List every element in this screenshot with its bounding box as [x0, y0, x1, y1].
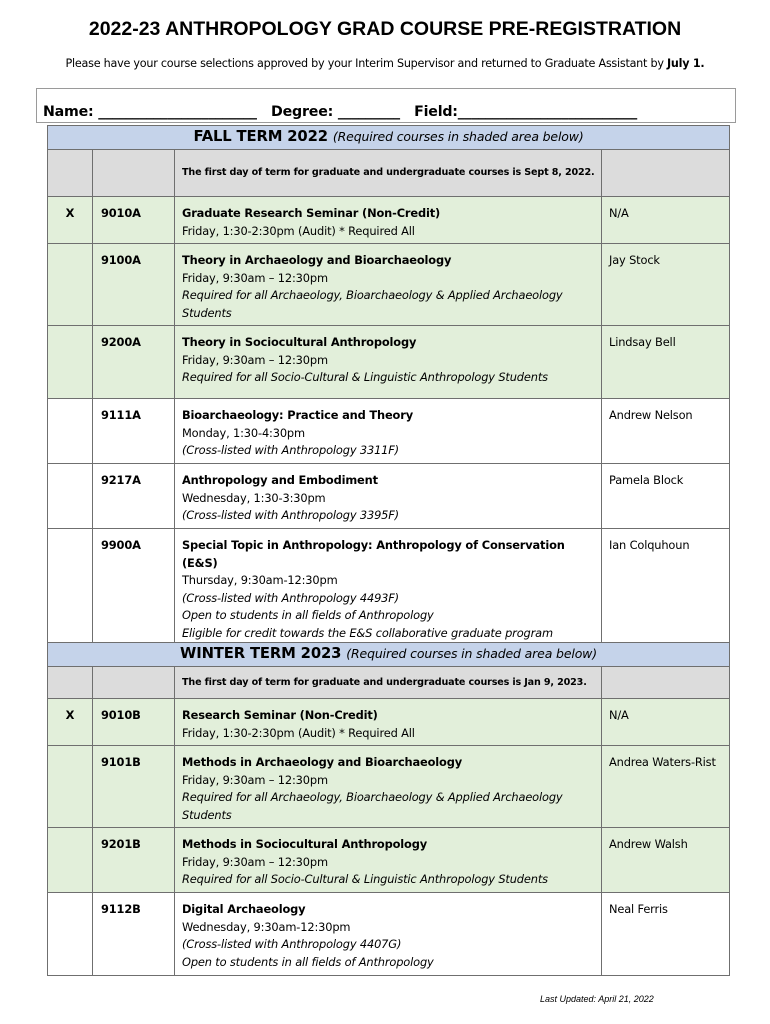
course-code: 9900A — [93, 529, 175, 643]
course-row — [48, 529, 730, 643]
course-instructor: Neal Ferris — [602, 893, 730, 976]
course-code: 9010B — [93, 699, 175, 746]
selection-mark[interactable]: X — [48, 197, 93, 244]
course-description — [175, 699, 602, 746]
term-heading-text: FALL TERM 2022 — [193, 128, 328, 145]
course-title: Bioarchaeology: Practice and Theory — [182, 408, 413, 422]
winter-term-header-row — [48, 643, 730, 667]
course-table — [47, 125, 730, 976]
course-code: 9111A — [93, 399, 175, 464]
course-detail-line: Friday, 1:30-2:30pm (Audit) * Required All — [182, 223, 415, 238]
course-row — [48, 746, 730, 828]
course-description — [175, 464, 602, 529]
course-instructor: Lindsay Bell — [602, 326, 730, 399]
fall-term-header-row — [48, 126, 730, 150]
selection-mark[interactable] — [48, 529, 93, 643]
instructions — [0, 57, 770, 70]
course-detail-line: Required for all Archaeology, Bioarchaeology & Applied Archaeology Students — [182, 288, 563, 320]
course-code: 9112B — [93, 893, 175, 976]
course-detail-line: Friday, 1:30-2:30pm (Audit) * Required All — [182, 725, 415, 740]
course-detail-line: Friday, 9:30am – 12:30pm — [182, 352, 328, 367]
course-row — [48, 399, 730, 464]
selection-mark[interactable] — [48, 244, 93, 326]
selection-mark[interactable] — [48, 893, 93, 976]
course-instructor: Pamela Block — [602, 464, 730, 529]
course-description — [175, 746, 602, 828]
course-detail-line: Friday, 9:30am – 12:30pm — [182, 854, 328, 869]
selection-mark[interactable] — [48, 326, 93, 399]
course-detail-line: Wednesday, 9:30am-12:30pm — [182, 919, 351, 934]
term-start-date: The first day of term for graduate and undergraduate courses is Sept 8, 2022. — [175, 150, 602, 197]
course-detail-line: Thursday, 9:30am-12:30pm — [182, 573, 338, 587]
course-row — [48, 893, 730, 976]
student-info-box — [36, 88, 736, 123]
course-title: Research Seminar (Non-Credit) — [182, 708, 378, 722]
deadline: July 1. — [667, 57, 705, 70]
course-description — [175, 399, 602, 464]
course-detail-line: Required for all Archaeology, Bioarchaeology & Applied Archaeology Students — [182, 790, 563, 822]
info-cell-empty — [602, 667, 730, 699]
course-instructor: Jay Stock — [602, 244, 730, 326]
info-cell-empty — [48, 150, 93, 197]
course-instructor: Andrea Waters-Rist — [602, 746, 730, 828]
course-title: Theory in Sociocultural Anthropology — [182, 335, 417, 349]
course-detail-line: Eligible for credit towards the E&S collaborative graduate program — [182, 625, 553, 640]
course-instructor: N/A — [602, 197, 730, 244]
selection-mark[interactable] — [48, 464, 93, 529]
info-cell-empty — [93, 150, 175, 197]
winter-info-row — [48, 667, 730, 699]
course-detail-line: Wednesday, 1:30-3:30pm — [182, 490, 326, 505]
term-start-date: The first day of term for graduate and undergraduate courses is Jan 9, 2023. — [175, 667, 602, 699]
course-row — [48, 464, 730, 529]
course-code: 9217A — [93, 464, 175, 529]
course-row — [48, 326, 730, 399]
selection-mark[interactable] — [48, 828, 93, 893]
course-instructor: N/A — [602, 699, 730, 746]
course-row — [48, 244, 730, 326]
course-detail-line: (Cross-listed with Anthropology 4407G) — [182, 937, 402, 951]
course-title: Special Topic in Anthropology: Anthropology of Conservation (E&S) — [182, 538, 565, 570]
course-description — [175, 828, 602, 893]
student-info-line: Name: _______________________ Degree: _________ Field:__________________________ — [43, 104, 638, 120]
course-row — [48, 699, 730, 746]
course-description — [175, 529, 602, 643]
course-description — [175, 326, 602, 399]
instructions-text: Please have your course selections approved by your Interim Supervisor and returned to Graduate Assistant by — [65, 57, 667, 70]
course-detail-line: (Cross-listed with Anthropology 4493F) — [182, 590, 399, 605]
course-instructor: Andrew Walsh — [602, 828, 730, 893]
term-heading-text: WINTER TERM 2023 — [180, 645, 342, 662]
fall-term-heading — [48, 126, 730, 150]
course-code: 9100A — [93, 244, 175, 326]
selection-mark[interactable] — [48, 399, 93, 464]
selection-mark[interactable] — [48, 746, 93, 828]
course-code: 9101B — [93, 746, 175, 828]
course-code: 9010A — [93, 197, 175, 244]
course-instructor: Andrew Nelson — [602, 399, 730, 464]
selection-mark[interactable]: X — [48, 699, 93, 746]
course-detail-line: (Cross-listed with Anthropology 3395F) — [182, 508, 399, 522]
course-description — [175, 893, 602, 976]
page-title: 2022-23 ANTHROPOLOGY GRAD COURSE PRE-REGISTRATION — [88, 18, 682, 40]
course-description — [175, 197, 602, 244]
course-description — [175, 244, 602, 326]
last-updated: Last Updated: April 21, 2022 — [540, 994, 654, 1004]
term-heading-note: (Required courses in shaded area below) — [332, 129, 584, 144]
course-instructor: Ian Colquhoun — [602, 529, 730, 643]
course-detail-line: Friday, 9:30am – 12:30pm — [182, 772, 328, 787]
course-detail-line: Required for all Socio-Cultural & Linguistic Anthropology Students — [182, 370, 548, 384]
course-title: Graduate Research Seminar (Non-Credit) — [182, 206, 441, 220]
info-cell-empty — [48, 667, 93, 699]
course-title: Theory in Archaeology and Bioarchaeology — [182, 253, 452, 267]
winter-term-heading — [48, 643, 730, 667]
course-code: 9201B — [93, 828, 175, 893]
course-detail-line: (Cross-listed with Anthropology 3311F) — [182, 443, 399, 457]
course-title: Digital Archaeology — [182, 902, 306, 916]
course-title: Methods in Sociocultural Anthropology — [182, 837, 427, 851]
course-code: 9200A — [93, 326, 175, 399]
course-detail-line: Friday, 9:30am – 12:30pm — [182, 270, 328, 285]
course-detail-line: Open to students in all fields of Anthropology — [182, 954, 434, 969]
info-cell-empty — [93, 667, 175, 699]
course-detail-line: Open to students in all fields of Anthropology — [182, 608, 434, 622]
course-title: Anthropology and Embodiment — [182, 473, 378, 487]
term-heading-note: (Required courses in shaded area below) — [346, 646, 597, 661]
course-detail-line: Required for all Socio-Cultural & Linguistic Anthropology Students — [182, 872, 548, 886]
info-cell-empty — [602, 150, 730, 197]
course-row — [48, 197, 730, 244]
course-title: Methods in Archaeology and Bioarchaeology — [182, 755, 463, 769]
course-detail-line: Monday, 1:30-4:30pm — [182, 425, 305, 440]
fall-info-row — [48, 150, 730, 197]
course-row — [48, 828, 730, 893]
